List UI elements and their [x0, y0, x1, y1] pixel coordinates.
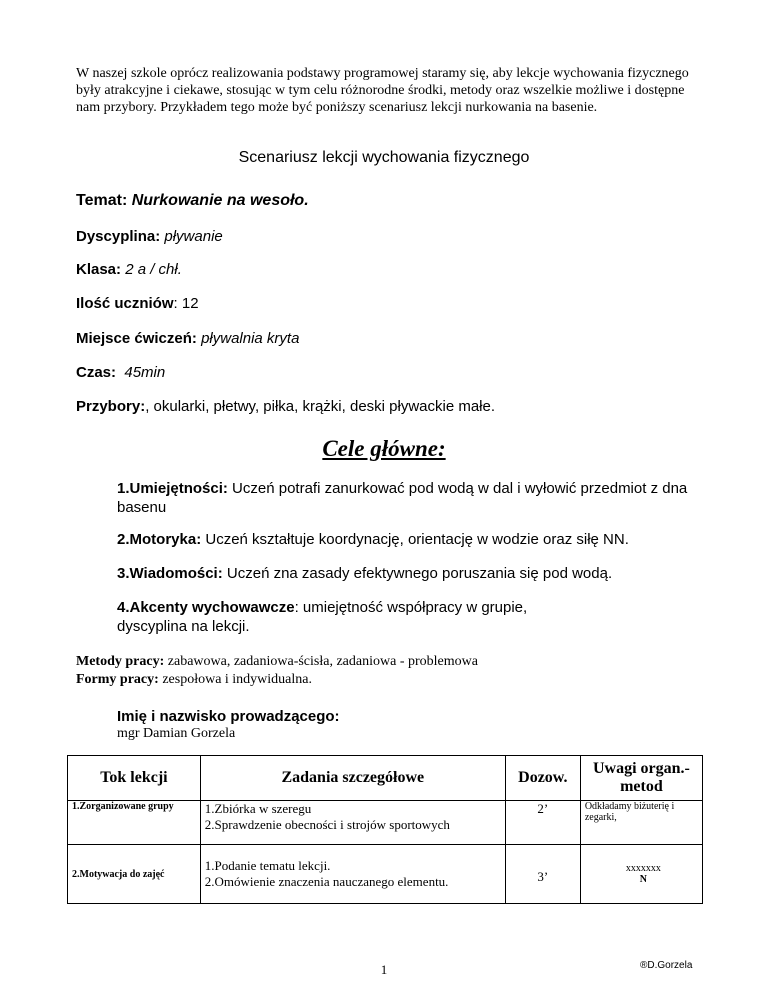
place-value: pływalnia kryta	[201, 330, 300, 347]
cell-dosage: 3’	[505, 845, 580, 904]
class-line	[76, 261, 182, 278]
goal-label: 4.Akcenty wychowawcze	[117, 599, 295, 616]
goal-item	[117, 598, 597, 636]
equipment-line	[76, 398, 495, 415]
goal-text: Uczeń zna zasady efektywnego poruszania się pod wodą.	[226, 565, 613, 582]
table-row	[68, 845, 703, 904]
copyright-notice: ®D.Gorzela	[640, 960, 693, 971]
discipline-label: Dyscyplina:	[76, 228, 161, 245]
place-label: Miejsce ćwiczeń:	[76, 330, 197, 347]
notes-line: xxxxxxx	[625, 863, 661, 874]
topic-line	[76, 192, 309, 210]
class-label: Klasa:	[76, 261, 122, 278]
teacher-label: Imię i nazwisko prowadzącego:	[117, 708, 340, 725]
place-line	[76, 330, 299, 347]
task-line: 1.Podanie tematu lekcji.	[204, 858, 331, 873]
topic-label: Temat:	[76, 192, 128, 209]
header-tasks: Zadania szczegółowe	[200, 756, 505, 801]
cell-tasks	[200, 845, 505, 904]
methods-line	[76, 654, 478, 670]
page-number: 1	[380, 962, 388, 977]
goal-item	[117, 479, 717, 517]
document-subtitle: Scenariusz lekcji wychowania fizycznego	[238, 149, 530, 166]
header-dosage: Dozow.	[505, 756, 580, 801]
goal-label: 3.Wiadomości:	[117, 565, 223, 582]
cell-tok: 2.Motywacja do zajęć	[68, 845, 201, 904]
class-value: 2 a / chł.	[125, 261, 182, 278]
table-header-row	[68, 756, 703, 801]
goal-text: Uczeń kształtuje koordynację, orientację w wodzie oraz siłę NN.	[205, 531, 629, 548]
cell-notes: Odkładamy biżuterię i zegarki,	[580, 801, 702, 845]
task-line: 2.Omówienie znaczenia nauczanego elementu.	[204, 874, 449, 889]
task-line: 1.Zbiórka w szeregu	[204, 801, 312, 816]
methods-value: zabawowa, zadaniowa-ścisła, zadaniowa - problemowa	[167, 654, 478, 669]
students-value: : 12	[173, 295, 199, 312]
header-notes: Uwagi organ.-metod	[580, 756, 702, 801]
teacher-name: mgr Damian Gorzela	[117, 726, 236, 741]
equipment-value: , okularki, płetwy, piłka, krążki, deski pływackie małe.	[145, 398, 496, 415]
topic-value: Nurkowanie na wesoło.	[131, 192, 309, 209]
goal-item	[117, 564, 717, 583]
cell-tok: 1.Zorganizowane grupy	[68, 801, 201, 845]
goals-heading: Cele główne:	[322, 436, 446, 461]
time-line	[76, 364, 165, 381]
equipment-label: Przybory:	[76, 398, 146, 415]
goal-label: 1.Umiejętności:	[117, 480, 228, 497]
goal-text: Uczeń potrafi zanurkować pod wodą w dal i wyłowić przedmiot z dna basenu	[117, 480, 688, 516]
cell-notes	[580, 845, 702, 904]
forms-label: Formy pracy:	[76, 672, 159, 687]
lesson-table	[67, 755, 703, 904]
cell-dosage: 2’	[505, 801, 580, 845]
forms-value: zespołowa i indywidualna.	[162, 672, 312, 687]
discipline-value: pływanie	[164, 228, 223, 245]
forms-line	[76, 672, 312, 688]
discipline-line	[76, 228, 223, 245]
header-tok: Tok lekcji	[68, 756, 201, 801]
task-line: 2.Sprawdzenie obecności i strojów sportowych	[204, 817, 450, 832]
goal-item	[117, 530, 717, 549]
students-label: Ilość uczniów	[76, 295, 174, 312]
time-label: Czas:	[76, 364, 117, 381]
goal-label: 2.Motoryka:	[117, 531, 202, 548]
cell-tasks	[200, 801, 505, 845]
table-row	[68, 801, 703, 845]
methods-label: Metody pracy:	[76, 654, 165, 669]
notes-line: N	[639, 874, 648, 885]
goal-text: : umiejętność współpracy w grupie, dyscyplina na lekcji.	[117, 599, 528, 635]
students-line	[76, 295, 199, 312]
intro-paragraph: W naszej szkole oprócz realizowania podstawy programowej staramy się, aby lekcje wychowania fizycznego były atrakcyjne i ciekawe, stosując w tym celu różnorodne środki, metody oraz wszelkie możliwe i dostępne nam przybory. Przykładem tego może być poniższy scenariusz lekcji nurkowania na basenie.	[76, 66, 689, 115]
time-value: 45min	[124, 364, 166, 381]
